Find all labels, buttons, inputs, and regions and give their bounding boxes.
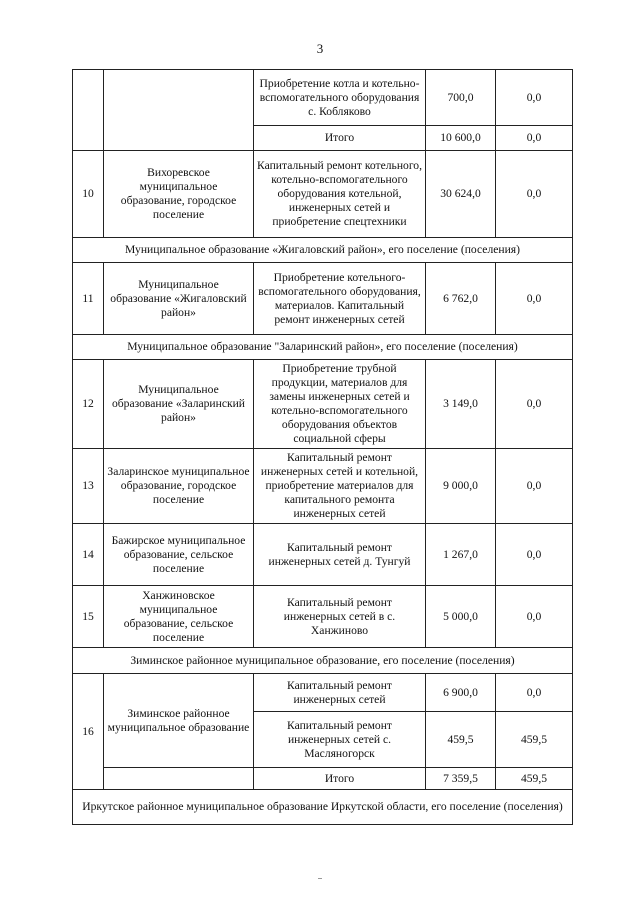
row-number-cell: 11 [73,263,104,335]
extra-cell: 0,0 [496,524,573,586]
table-row [73,449,573,524]
entity-cell [104,768,254,790]
section-row [73,238,573,263]
extra-cell: 0,0 [496,449,573,524]
extra-cell: 459,5 [496,768,573,790]
work-cell: Приобретение котельного-вспомогательного оборудования, материалов. Капитальный ремонт инженерных сетей [254,263,426,335]
section-row [73,648,573,674]
amount-cell: 3 149,0 [426,360,496,449]
work-cell: Приобретение котла и котельно-вспомогательного оборудования с. Кобляково [254,70,426,126]
row-number-cell: 14 [73,524,104,586]
table-row [73,524,573,586]
work-cell: Капитальный ремонт инженерных сетей д. Тунгуй [254,524,426,586]
section-heading: Иркутское районное муниципальное образование Иркутской области, его поселение (поселения) [73,790,573,825]
table-row [73,70,573,126]
amount-cell: 9 000,0 [426,449,496,524]
amount-cell: 1 267,0 [426,524,496,586]
section-heading: Зиминское районное муниципальное образование, его поселение (поселения) [73,648,573,674]
scan-mark [318,878,322,879]
extra-cell: 0,0 [496,586,573,648]
entity-cell [104,70,254,151]
entity-cell: Заларинское муниципальное образование, городское поселение [104,449,254,524]
entity-cell: Ханжиновское муниципальное образование, сельское поселение [104,586,254,648]
table-row [73,151,573,238]
work-cell: Капитальный ремонт котельного, котельно-вспомогательного оборудования котельной, инженерных сетей и приобретение спецтехники [254,151,426,238]
amount-cell: 700,0 [426,70,496,126]
row-number-cell: 15 [73,586,104,648]
table-row [73,360,573,449]
table-row [73,586,573,648]
section-heading: Муниципальное образование "Заларинский район», его поселение (поселения) [73,335,573,360]
entity-cell: Муниципальное образование «Жигаловский район» [104,263,254,335]
extra-cell: 0,0 [496,70,573,126]
extra-cell: 459,5 [496,712,573,768]
row-number-cell: 13 [73,449,104,524]
section-row [73,335,573,360]
row-number-cell: 12 [73,360,104,449]
amount-cell: 5 000,0 [426,586,496,648]
section-row [73,790,573,825]
amount-cell: 459,5 [426,712,496,768]
amount-cell: 6 762,0 [426,263,496,335]
entity-cell: Зиминское районное муниципальное образование [104,674,254,768]
table-row [73,674,573,712]
work-cell: Приобретение трубной продукции, материалов для замены инженерных сетей и котельно-вспомогательного оборудования объектов социальной сферы [254,360,426,449]
extra-cell: 0,0 [496,674,573,712]
page-number: 3 [316,41,324,56]
entity-cell: Бажирское муниципальное образование, сельское поселение [104,524,254,586]
entity-cell: Муниципальное образование «Заларинский район» [104,360,254,449]
table-row [73,263,573,335]
table-row-total [73,768,573,790]
amount-cell: 7 359,5 [426,768,496,790]
funding-table [72,69,573,825]
extra-cell: 0,0 [496,263,573,335]
work-cell: Итого [254,768,426,790]
work-cell: Итого [254,126,426,151]
work-cell: Капитальный ремонт инженерных сетей [254,674,426,712]
section-heading: Муниципальное образование «Жигаловский район», его поселение (поселения) [73,238,573,263]
row-number-cell: 10 [73,151,104,238]
work-cell: Капитальный ремонт инженерных сетей в с. Ханжиново [254,586,426,648]
work-cell: Капитальный ремонт инженерных сетей и котельной, приобретение материалов для капитального ремонта инженерных сетей [254,449,426,524]
extra-cell: 0,0 [496,360,573,449]
entity-cell: Вихоревское муниципальное образование, городское поселение [104,151,254,238]
extra-cell: 0,0 [496,151,573,238]
work-cell: Капитальный ремонт инженерных сетей с. Масляногорск [254,712,426,768]
amount-cell: 6 900,0 [426,674,496,712]
row-number-cell: 16 [73,674,104,790]
amount-cell: 30 624,0 [426,151,496,238]
extra-cell: 0,0 [496,126,573,151]
amount-cell: 10 600,0 [426,126,496,151]
row-number-cell [73,70,104,151]
